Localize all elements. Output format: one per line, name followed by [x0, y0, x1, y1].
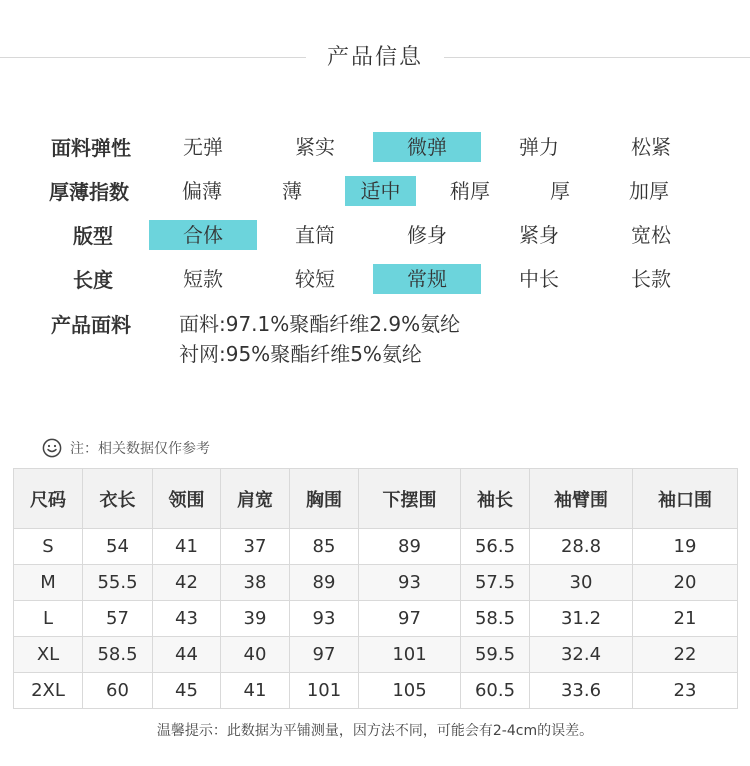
table-cell: 85: [290, 529, 359, 565]
table-cell: 54: [83, 529, 153, 565]
header-cell: 尺码: [14, 469, 83, 529]
attr-option-selected: 合体: [149, 220, 257, 250]
size-table-header: [14, 469, 738, 529]
size-table: [13, 468, 738, 709]
table-cell: 42: [153, 565, 221, 601]
table-cell: 101: [359, 637, 461, 673]
table-cell: S: [14, 529, 83, 565]
table-cell: 2XL: [14, 673, 83, 709]
table-cell: 43: [153, 601, 221, 637]
attr-option: 无弹: [183, 135, 223, 159]
table-cell: 30: [530, 565, 633, 601]
table-cell: 105: [359, 673, 461, 709]
attr-option: 修身: [407, 223, 447, 247]
table-row: [14, 601, 738, 637]
table-cell: 58.5: [83, 637, 153, 673]
attr-option: 宽松: [631, 223, 671, 247]
smile-icon: [42, 438, 62, 458]
header-cell: 胸围: [290, 469, 359, 529]
header-cell: 肩宽: [221, 469, 290, 529]
table-cell: 45: [153, 673, 221, 709]
table-cell: 41: [221, 673, 290, 709]
table-row: [14, 673, 738, 709]
attr-option: 紧身: [519, 223, 559, 247]
table-cell: 93: [359, 565, 461, 601]
attr-option-selected: 适中: [345, 176, 416, 206]
header-cell: 领围: [153, 469, 221, 529]
table-row: [14, 565, 738, 601]
table-cell: 59.5: [461, 637, 530, 673]
measurement-tip: 温馨提示：此数据为平铺测量，因方法不同，可能会有2-4cm的误差。: [156, 723, 594, 739]
table-cell: 56.5: [461, 529, 530, 565]
table-cell: 23: [633, 673, 738, 709]
table-cell: 38: [221, 565, 290, 601]
table-cell: XL: [14, 637, 83, 673]
attr-label: 厚薄指数: [49, 180, 129, 204]
table-cell: 40: [221, 637, 290, 673]
table-cell: 21: [633, 601, 738, 637]
table-cell: 33.6: [530, 673, 633, 709]
header-cell: 袖长: [461, 469, 530, 529]
table-cell: 37: [221, 529, 290, 565]
attr-option: 中长: [519, 267, 559, 291]
attr-option: 紧实: [295, 135, 335, 159]
header-cell: 袖口围: [633, 469, 738, 529]
attr-label: 面料弹性: [51, 136, 131, 160]
attr-option-selected: 微弹: [373, 132, 481, 162]
table-cell: 19: [633, 529, 738, 565]
section-title: 产品信息: [326, 45, 423, 70]
attr-label: 长度: [73, 268, 113, 292]
table-cell: 97: [290, 637, 359, 673]
table-cell: 57.5: [461, 565, 530, 601]
attr-option: 薄: [282, 179, 302, 203]
table-cell: 55.5: [83, 565, 153, 601]
table-cell: 22: [633, 637, 738, 673]
table-cell: 101: [290, 673, 359, 709]
attr-row-elasticity: [0, 132, 750, 164]
table-cell: 32.4: [530, 637, 633, 673]
attr-row-fit: [0, 220, 750, 252]
header-cell: 衣长: [83, 469, 153, 529]
table-cell: 39: [221, 601, 290, 637]
reference-note: [42, 437, 210, 459]
table-cell: 20: [633, 565, 738, 601]
table-cell: 60.5: [461, 673, 530, 709]
attr-row-thickness: [0, 176, 750, 208]
attr-option: 弹力: [519, 135, 559, 159]
header-cell: 袖臂围: [530, 469, 633, 529]
attr-option: 松紧: [631, 135, 671, 159]
attr-option-selected: 常规: [373, 264, 481, 294]
header-cell: 下摆围: [359, 469, 461, 529]
table-cell: 93: [290, 601, 359, 637]
attr-option: 直筒: [295, 223, 335, 247]
table-cell: 89: [290, 565, 359, 601]
table-cell: 31.2: [530, 601, 633, 637]
attr-option: 短款: [183, 267, 223, 291]
table-cell: 28.8: [530, 529, 633, 565]
attr-label: 版型: [73, 224, 113, 248]
title-divider-right: [444, 57, 750, 58]
note-text: 注：相关数据仅作参考: [70, 441, 210, 457]
table-cell: 44: [153, 637, 221, 673]
attr-option: 稍厚: [450, 179, 490, 203]
title-divider-left: [0, 57, 306, 58]
table-cell: 58.5: [461, 601, 530, 637]
fabric-line-lining: 衬网:95%聚酯纤维5%氨纶: [179, 342, 422, 366]
attr-option: 长款: [631, 267, 671, 291]
table-row: [14, 637, 738, 673]
table-cell: 57: [83, 601, 153, 637]
table-cell: M: [14, 565, 83, 601]
attr-option: 厚: [550, 179, 570, 203]
attr-option: 较短: [295, 267, 335, 291]
table-cell: 41: [153, 529, 221, 565]
fabric-line-shell: 面料:97.1%聚酯纤维2.9%氨纶: [179, 312, 461, 336]
attr-option: 加厚: [629, 179, 669, 203]
attr-option: 偏薄: [182, 179, 222, 203]
table-row: [14, 529, 738, 565]
attr-row-length: [0, 264, 750, 296]
table-cell: 89: [359, 529, 461, 565]
table-cell: L: [14, 601, 83, 637]
table-cell: 97: [359, 601, 461, 637]
fabric-label: 产品面料: [51, 313, 131, 337]
table-cell: 60: [83, 673, 153, 709]
